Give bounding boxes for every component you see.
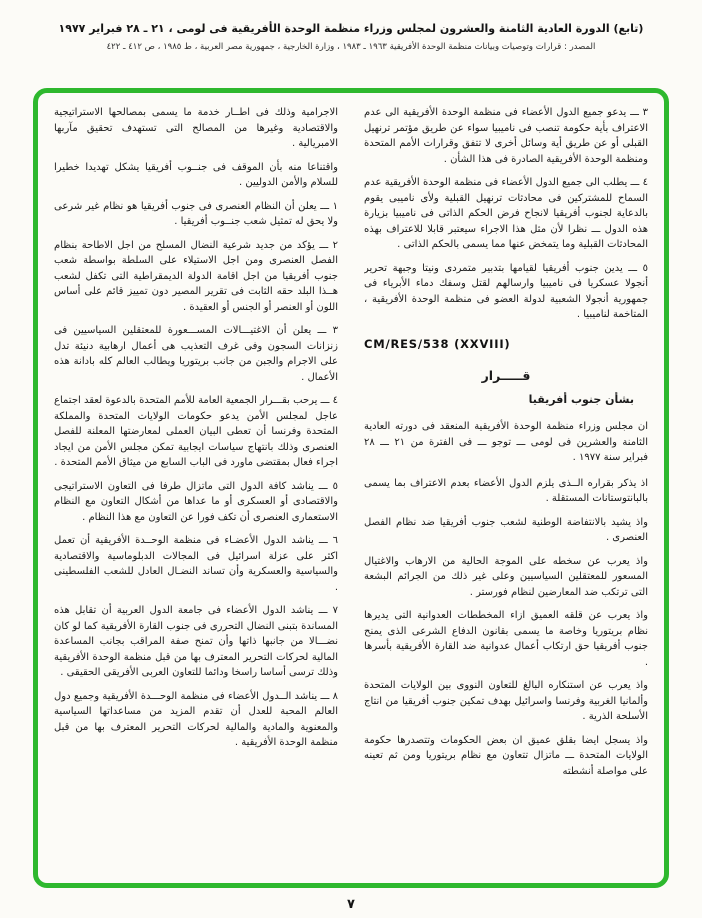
operative-3: ٣ ـــ يعلن أن الاغتيـــالات المســـعورة للمعتقلين السياسيين فى زنزانات السجون وفى غرف التعذيب هى أعمال ارهابية دنيئة تدل على الاجرام والجبن من جانب بريتوريا ويطالب العالم كله بادانة هذه الأعمال . — [54, 325, 338, 383]
operative-7: ٧ ـــ يناشد الدول الأعضاء فى جامعة الدول العربية أن تقابل هذه المساندة بتبنى النضال التحررى فى جنوب القارة الأفريقية كما لو كان نضـــالا من جانبها ذاتها وأن تمنح صفة المراقب بجانب المساعدة المالية لحركات التحرير المعترف بها من قبل منظمة الوحدة الأفريقية وذلك ترسى أساسا راسخا ودائما للتعاون العربى الأفريقى الحقيقى . — [54, 605, 338, 678]
resolution-subtitle: بشأن جنوب أفريقيا — [528, 392, 634, 406]
preamble-nuclear: واذ يعرب عن استنكاره البالغ للتعاون النووى بين الولايات المتحدة وألمانيا الغربية وفرنسا واسرائيل بهدف تمكين جنوب أفريقيا من انتاج الأسلحة الذرية . — [364, 680, 648, 722]
resolution-opening: ان مجلس وزراء منظمة الوحدة الأفريقية المنعقد فى دورته العادية الثامنة والعشرين فى لومى ـــ توجو ـــ فى الفترة من ٢١ ـــ ٢٨ فبراير سنة ١٩٧٧ . — [364, 421, 648, 463]
column-left — [54, 105, 338, 871]
header-source-line: المصدر : قرارات وتوصيات وبيانات منظمة الوحدة الأفريقية ١٩٦٣ ـ ١٩٨٣ ، وزارة الخارجية ، جمهورية مصر العربية ، ط ١٩٨٥ ، ص ٤١٢ ـ ٤٢٢ — [106, 42, 596, 52]
two-column-layout — [38, 93, 664, 883]
paragraph-item-3: ٣ ـــ يدعو جميع الدول الأعضاء فى منظمة الوحدة الأفريقية الى عدم الاعتراف بأية حكومة تنصب فى ناميبيا سواء عن طريق مؤتمر ترنهيل القبلى أو عن طريق أية وسائل أخرى لا تتفق وقرارات الأمم المتحدة ومنظمة الوحدة الأفريقية الصادرة فى هذا الشأن . — [364, 107, 648, 165]
preamble-noting: واذ يسجل ايضا بقلق عميق ان بعض الحكومات وتتصدرها حكومة الولايات المتحدة ـــ ماتزال تتعاون مع نظام بريتوريا ومن ثم تعينه على مواصلة أنشطته — [364, 734, 648, 777]
operative-5: ٥ ـــ يناشد كافة الدول التى ماتزال طرفا فى التعاون الاستراتيجى والاقتصادى أو العسكرى أو ما عداها من أشكال التعاون مع النظام الاستعمارى العنصرى أن تكف فورا عن التعاون مع هذا النظام . — [54, 480, 338, 523]
operative-2: ٢ ـــ يؤكد من جديد شرعية النضال المسلح من اجل الاطاحة بنظام الفصل العنصرى ومن اجل الاستيلاء على السلطة بواسطة شعب جنوب أفريقيا من اجل اقامة الدولة الديمقراطية التى تكفل لشعب هــذا البلد حقه الثابت فى تقرير المصير دون تمييز قائم على أساس اللون أو العنصر أو الجنس أو العقيدة . — [54, 239, 338, 313]
preamble-convinced: واقتناعا منه بأن الموقف فى جنــوب أفريقيا يشكل تهديدا خطيرا للسلام والأمن الدوليين . — [54, 161, 338, 188]
preamble-concern: واذ يعرب عن قلقه العميق ازاء المخططات العدوانية التى يديرها نظام بريتوريا وخاصة ما يسمى بقانون الدفاع الشرعى الذى يمنح جنوب أفريقيا حق ارتكاب أعمال عدوانية ضد القارة الأفريقية بأسرها . — [364, 610, 648, 668]
operative-8: ٨ ـــ يناشد الــدول الأعضاء فى منظمة الوحـــدة الأفريقية وجميع دول العالم المحبة للعدل أن تقدم المزيد من مساعداتها السياسية والمعنوية والمادية والمالية لحركات التحرير المعترف بها من قبل منظمة الوحدة الأفريقية . — [54, 690, 338, 748]
resolution-code: CM/RES/538 (XXVIII) — [364, 336, 511, 351]
document-header — [0, 0, 702, 52]
preamble-commending: واذ يشيد بالانتفاضة الوطنية لشعب جنوب أفريقيا ضد نظام الفصل العنصرى . — [364, 516, 648, 543]
paragraph-item-5: ٥ ـــ يدين جنوب أفريقيا لقيامها بتدبير متمردى ونيتا وجبهة تحرير أنجولا عسكريا فى ناميبيا وارسالهم لقتل وسفك دماء الأبرياء فى جمهورية أنجولا الشعبية لدولة العضو فى منظمة الوحدة الأفريقية ، المتاخمة لناميبيا . — [364, 262, 648, 320]
header-session-line: (تابع) الدورة العادية الثامنة والعشرون لمجلس وزراء منظمة الوحدة الأفريقية فى لومى ، ٢١ ـ ٢٨ فبراير ١٩٧٧ — [58, 22, 644, 35]
preamble-indignation: واذ يعرب عن سخطه على الموجة الحالية من الارهاب والاغتيال المسعور للمعتقلين السياسيين وعلى غير ذلك من الجرائم البشعة التى ترتكب ضد المعارضين لنظام فورستر . — [364, 555, 648, 598]
green-border-frame — [33, 88, 669, 888]
page-footer — [0, 897, 702, 912]
paragraph-item-4: ٤ ـــ يطلب الى جميع الدول الأعضاء فى منظمة الوحدة الأفريقية عدم السماح للمشتركين فى محادثات ترنهيل القبلية ولأى ناميبى يقوم بالدعاية لجنوب أفريقيا لانجاح فرض الحكم الذاتى فى ناميبيا بزيارة هذه الدول ـــ نظرا لأن مثل هذا الاجراء سيعتبر قابلا للاعتراف بهذه المحادثات القبلية وما يتمخض عنها مما يسمى بالحكم الذاتى . — [364, 177, 648, 250]
operative-4: ٤ ـــ يرحب بقـــرار الجمعية العامة للأمم المتحدة بالدعوة لعقد اجتماع عاجل لمجلس الأمن يدعو حكومات الولايات المتحدة والمملكة المتحدة وفرنسا أن تعطى البيان العملى لمعارضتها المعلنة للفصل العنصرى وذلك بانتهاج سياسات ايجابية تمكن مجلس الأمن من ايجاد اجراء فعال بمقتضى ماورد فى الباب السابع من ميثاق الأمم المتحدة . — [54, 395, 338, 468]
operative-1: ١ ـــ يعلن أن النظام العنصرى فى جنوب أفريقيا هو نظام غير شرعى ولا يحق له تمثيل شعب جنــوب أفريقيا . — [54, 200, 338, 227]
preamble-recalling: اذ يذكر بقراره الــذى يلزم الدول الأعضاء بعدم الاعتراف بما يسمى بالبانتوستانات المستقلة . — [364, 477, 648, 504]
paragraph-continuation: الاجرامية وذلك فى اطــار خدمة ما يسمى بمصالحها الاستراتيجية والاقتصادية وغيرها من المصالح التى تستهدف تحقيق مآربها الامبريالية . — [54, 107, 338, 149]
column-right — [364, 105, 648, 871]
resolution-title: قـــــرار — [481, 368, 531, 383]
page-number: ٧ — [347, 897, 355, 912]
operative-6: ٦ ـــ يناشد الدول الأعضـاء فى منظمة الوحــدة الأفريقية أن تعمل اكثر على عزلة اسرائيل فى المجالات الدبلوماسية والاقتصادية والسياسية والعسكرية وأن تساند النضـال العادل للشعب الفلسطينى . — [54, 535, 338, 593]
